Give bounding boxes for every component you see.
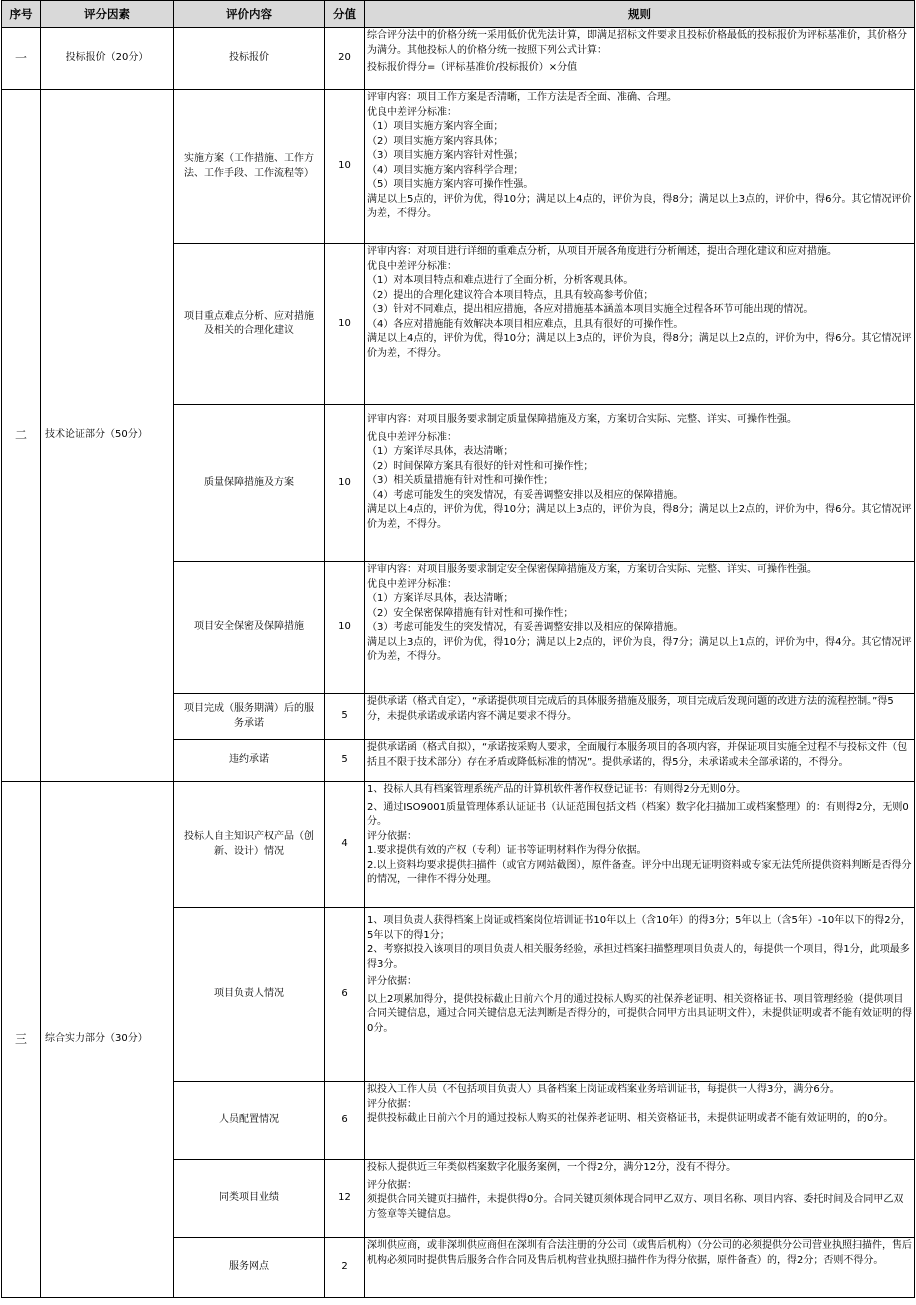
item-content: 项目重点难点分析、应对措施及相关的合理化建议 bbox=[174, 244, 325, 405]
rule-line: （4）考虑可能发生的突发情况，有妥善调整安排以及相应的保障措施。 bbox=[367, 489, 684, 501]
rule-line: 1、项目负责人获得档案上岗证或档案岗位培训证书10年以上（含10年）的得3分；5年以上（含5年）-10年以下的得2分，5年以下的得1分； bbox=[367, 915, 911, 941]
rule-line: （2）时间保障方案具有很好的针对性和可操作性； bbox=[367, 460, 594, 472]
item-rule bbox=[365, 694, 915, 740]
item-rule bbox=[365, 1082, 915, 1160]
item-rule bbox=[365, 562, 915, 694]
item-score: 6 bbox=[325, 1082, 365, 1160]
scoring-table bbox=[1, 0, 915, 1298]
rule-line: （3）项目实施方案内容针对性强； bbox=[367, 150, 524, 161]
item-score: 10 bbox=[325, 90, 365, 244]
header-row bbox=[2, 1, 915, 28]
item-score: 10 bbox=[325, 244, 365, 405]
rule-line: 拟投入工作人员（不包括项目负责人）具备档案上岗证或档案业务培训证书，每提供一人得3分，满分6分。 bbox=[367, 1084, 840, 1095]
item-score: 10 bbox=[325, 562, 365, 694]
rule-line: （1）对本项目特点和难点进行了全面分析，分析客观具体。 bbox=[367, 275, 634, 286]
rule-line: 提供投标截止日前六个月的通过投标人购买的社保养老证明、相关资格证书，未提供证明或者不能有效证明的，的0分。 bbox=[367, 1113, 894, 1124]
item-rule bbox=[365, 908, 915, 1082]
rule-line: （2）提出的合理化建议符合本项目特点，且具有较高参考价值； bbox=[367, 289, 654, 301]
item-content: 实施方案（工作措施、工作方法、工作手段、工作流程等） bbox=[174, 90, 325, 244]
rule-line: 1.要求提供有效的产权（专利）证书等证明材料作为得分依据。 bbox=[367, 845, 647, 856]
rule-line: 评审内容：对项目服务要求制定质量保障措施及方案，方案切合实际、完整、详实、可操作性强。 bbox=[367, 414, 797, 425]
item-rule bbox=[365, 405, 915, 562]
header-no: 序号 bbox=[2, 1, 41, 28]
rule-line: 优良中差评分标准： bbox=[367, 431, 457, 443]
item-content: 项目负责人情况 bbox=[174, 908, 325, 1082]
item-score: 20 bbox=[325, 28, 365, 90]
item-rule bbox=[365, 244, 915, 405]
item-content: 项目完成（服务期满）后的服务承诺 bbox=[174, 694, 325, 740]
item-score: 2 bbox=[325, 1238, 365, 1298]
rule-line: 投标报价得分=（评标基准价/投标报价）×分值 bbox=[367, 62, 578, 73]
group-number: 三 bbox=[2, 782, 41, 1298]
rule-line: 评分依据： bbox=[367, 830, 417, 842]
item-score: 5 bbox=[325, 740, 365, 782]
rule-line: （1）方案详尽具体，表达清晰； bbox=[367, 446, 514, 457]
item-rule bbox=[365, 28, 915, 90]
item-rule bbox=[365, 740, 915, 782]
item-content: 质量保障措施及方案 bbox=[174, 405, 325, 562]
item-content: 同类项目业绩 bbox=[174, 1160, 325, 1238]
rule-line: （3）相关质量措施有针对性和可操作性； bbox=[367, 475, 554, 486]
item-content: 服务网点 bbox=[174, 1238, 325, 1298]
rule-line: 1、投标人具有档案管理系统产品的计算机软件著作权登记证书：有则得2分无则0分。 bbox=[367, 784, 747, 795]
group-factor: 技术论证部分（50分） bbox=[41, 90, 174, 782]
item-content: 人员配置情况 bbox=[174, 1082, 325, 1160]
rule-line: 提供承诺（格式自定），“承诺提供项目完成后的具体服务措施及服务，项目完成后发现问题的改进方法的流程控制。”得5分，未提供承诺或承诺内容不满足要求不得分。 bbox=[367, 696, 894, 722]
rule-line: 评审内容：项目工作方案是否清晰，工作方法是否全面、准确、合理。 bbox=[367, 92, 677, 103]
rule-line: 满足以上3点的，评价为优，得10分；满足以上2点的，评价为良，得7分；满足以上1点的，评价为中，得4分。其它情况评价为差，不得分。 bbox=[367, 636, 912, 662]
rule-line: 综合评分法中的价格分统一采用低价优先法计算，即满足招标文件要求且投标价格最低的投标报价为评标基准价，其价格分为满分。其他投标人的价格分统一按照下列公式计算： bbox=[367, 30, 907, 56]
rule-line: 评分依据： bbox=[367, 1098, 417, 1110]
header-rule: 规则 bbox=[365, 1, 915, 28]
item-content: 项目安全保密及保障措施 bbox=[174, 562, 325, 694]
table-row bbox=[2, 782, 915, 908]
rule-line: （5）项目实施方案内容可操作性强。 bbox=[367, 179, 534, 190]
rule-line: 满足以上4点的，评价为优，得10分；满足以上3点的，评价为良，得8分；满足以上2点的，评价为中，得6分。其它情况评价为差，不得分。 bbox=[367, 504, 912, 530]
item-score: 4 bbox=[325, 782, 365, 908]
group-factor: 综合实力部分（30分） bbox=[41, 782, 174, 1298]
item-content: 投标报价 bbox=[174, 28, 325, 90]
rule-line: 评分依据： bbox=[367, 976, 417, 987]
item-rule bbox=[365, 90, 915, 244]
item-score: 5 bbox=[325, 694, 365, 740]
item-rule bbox=[365, 1160, 915, 1238]
rule-line: （3）针对不同难点，提出相应措施，各应对措施基本涵盖本项目实施全过程各环节可能出现的情况。 bbox=[367, 304, 814, 315]
item-rule bbox=[365, 782, 915, 908]
rule-line: （2）安全保密保障措施有针对性和可操作性； bbox=[367, 607, 574, 619]
header-score: 分值 bbox=[325, 1, 365, 28]
header-factor: 评分因素 bbox=[41, 1, 174, 28]
rule-line: （3）考虑可能发生的突发情况，有妥善调整安排以及相应的保障措施。 bbox=[367, 622, 684, 633]
rule-line: （1）方案详尽具体，表达清晰； bbox=[367, 593, 514, 604]
rule-line: 2.以上资料均要求提供扫描件（或官方网站截图），原件备查。评分中出现无证明资料或专家无法凭所提供资料判断是否得分的情况，一律作不得分处理。 bbox=[367, 859, 912, 885]
rule-line: 以上2项累加得分，提供投标截止日前六个月的通过投标人购买的社保养老证明、相关资格证书、项目管理经验（提供项目合同关键信息，通过合同关键信息无法判断是否得分的，可提供合同甲方出具证明文件），未提供证明或者不能有效证明的得0分。 bbox=[367, 993, 912, 1034]
item-content: 违约承诺 bbox=[174, 740, 325, 782]
header-content: 评价内容 bbox=[174, 1, 325, 28]
rule-line: 评审内容：对项目进行详细的重难点分析，从项目开展各角度进行分析阐述，提出合理化建议和应对措施。 bbox=[367, 246, 837, 257]
rule-line: （2）项目实施方案内容具体； bbox=[367, 135, 504, 147]
rule-line: 2、通过ISO9001质量管理体系认证证书（认证范围包括文档（档案）数字化扫描加工或档案整理）的：有则得2分，无则0分。 bbox=[367, 801, 909, 827]
rule-line: 评审内容：对项目服务要求制定安全保密保障措施及方案，方案切合实际、完整、详实、可操作性强。 bbox=[367, 564, 817, 575]
table-row bbox=[2, 28, 915, 90]
rule-line: 优良中差评分标准： bbox=[367, 260, 457, 272]
rule-line: 优良中差评分标准： bbox=[367, 106, 457, 118]
item-rule bbox=[365, 1238, 915, 1298]
rule-line: 评分依据： bbox=[367, 1179, 417, 1191]
rule-line: （4）项目实施方案内容科学合理； bbox=[367, 164, 524, 176]
rule-line: 2、考察拟投入该项目的项目负责人相关服务经验，承担过档案扫描整理项目负责人的，每提供一个项目，得1分，此项最多得3分。 bbox=[367, 944, 910, 970]
rule-line: 满足以上5点的，评价为优，得10分；满足以上4点的，评价为良，得8分；满足以上3点的，评价中，得6分。其它情况评价为差，不得分。 bbox=[367, 193, 912, 219]
rule-line: 提供承诺函（格式自拟），“承诺按采购人要求，全面履行本服务项目的各项内容，并保证项目实施全过程不与投标文件（包括且不限于技术部分）存在矛盾或降低标准的情况”。提供承诺的，得5分，未承诺或未全部承诺的，不得分。 bbox=[367, 742, 908, 768]
rule-line: 投标人提供近三年类似档案数字化服务案例，一个得2分，满分12分，没有不得分。 bbox=[367, 1162, 737, 1173]
item-score: 10 bbox=[325, 405, 365, 562]
rule-line: 深圳供应商，或非深圳供应商但在深圳有合法注册的分公司（或售后机构）（分公司的必须提供分公司营业执照扫描件，售后机构必须同时提供售后服务合作合同及售后机构营业执照扫描件作为得分依据，原件备查）的，得2分；否则不得分。 bbox=[367, 1240, 912, 1266]
rule-line: （4）各应对措施能有效解决本项目相应难点，且具有很好的可操作性。 bbox=[367, 318, 684, 330]
rule-line: （1）项目实施方案内容全面； bbox=[367, 121, 504, 132]
item-score: 6 bbox=[325, 908, 365, 1082]
item-score: 12 bbox=[325, 1160, 365, 1238]
table-row bbox=[2, 90, 915, 244]
group-factor: 投标报价（20分） bbox=[41, 28, 174, 90]
rule-line: 须提供合同关键页扫描件，未提供得0分。合同关键页须体现合同甲乙双方、项目名称、项目内容、委托时间及合同甲乙双方签章等关键信息。 bbox=[367, 1194, 904, 1220]
rule-line: 满足以上4点的，评价为优，得10分；满足以上3点的，评价为良，得8分；满足以上2点的，评价为中，得6分。其它情况评价为差，不得分。 bbox=[367, 333, 912, 359]
item-content: 投标人自主知识产权产品（创新、设计）情况 bbox=[174, 782, 325, 908]
rule-line: 优良中差评分标准： bbox=[367, 578, 457, 590]
group-number: 一 bbox=[2, 28, 41, 90]
group-number: 二 bbox=[2, 90, 41, 782]
